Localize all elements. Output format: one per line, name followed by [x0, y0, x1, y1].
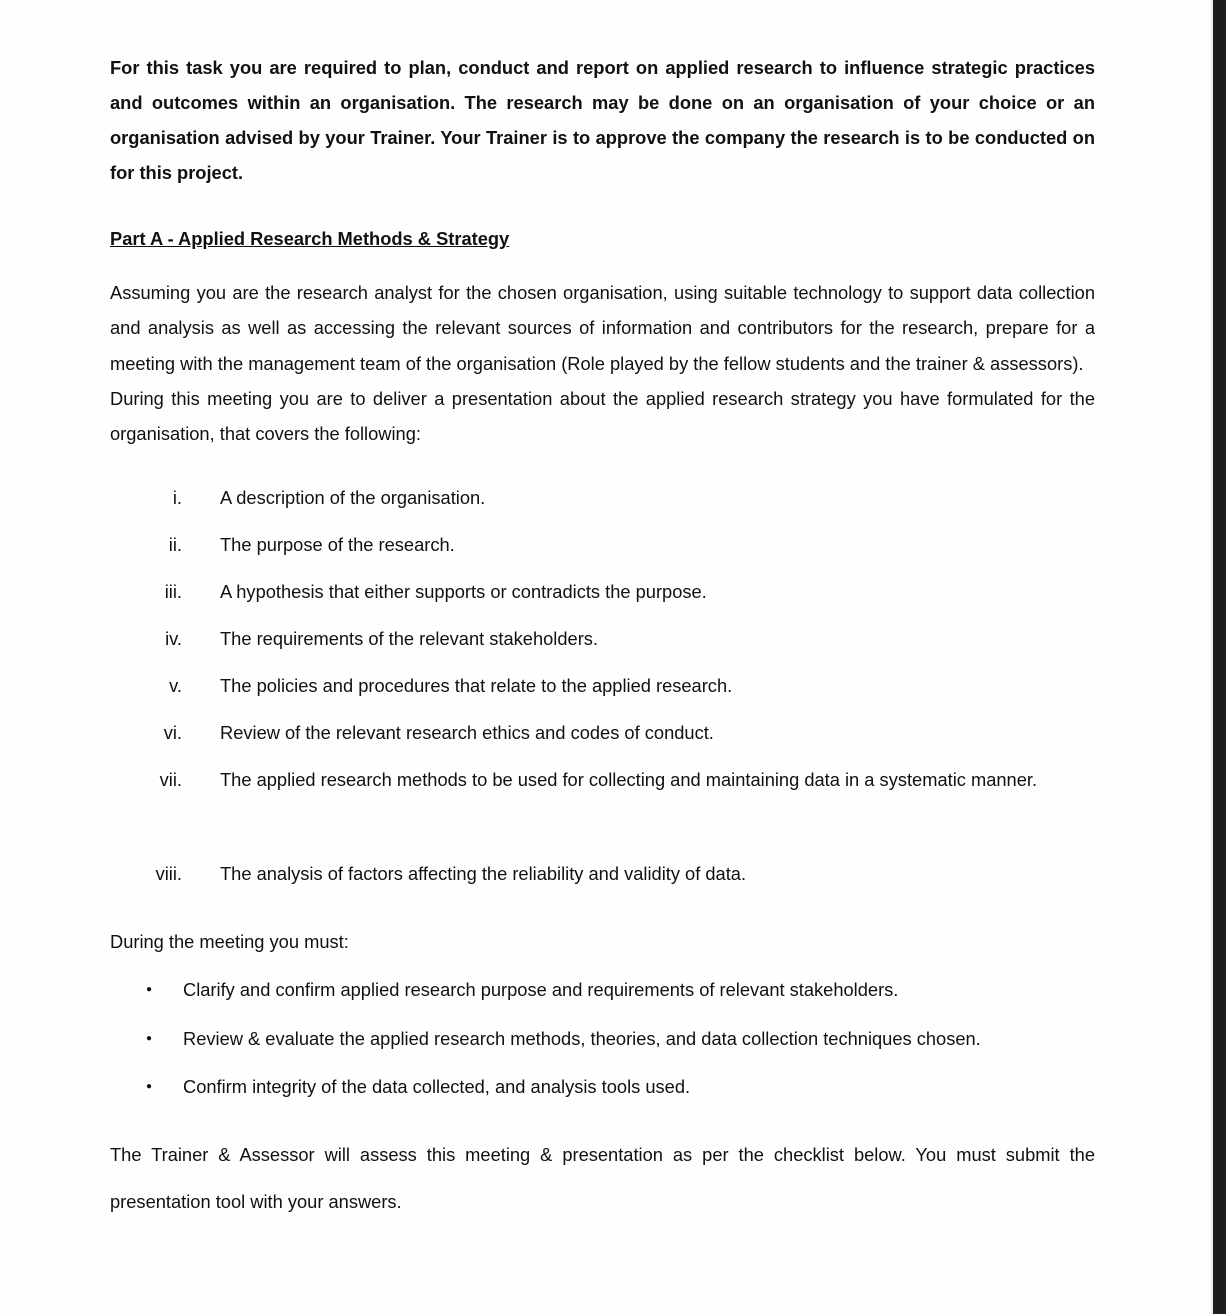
list-number: vi.: [163, 722, 182, 743]
paragraph-2: During this meeting you are to deliver a presentation about the applied research strategy you have formulated for the organisation, that covers the following:: [110, 387, 1095, 445]
bullet-icon: ●: [146, 1033, 153, 1044]
meeting-requirements-intro: During the meeting you must:: [110, 931, 349, 952]
bullet-text: Review & evaluate the applied research methods, theories, and data collection techniques chosen.: [183, 1028, 981, 1049]
bullet-icon: ●: [146, 984, 153, 995]
list-text: The purpose of the research.: [220, 534, 455, 555]
list-text: A hypothesis that either supports or contradicts the purpose.: [220, 581, 707, 602]
list-text: The requirements of the relevant stakeholders.: [220, 628, 599, 649]
scrollbar[interactable]: [1211, 0, 1226, 1314]
list-number: iii.: [164, 581, 182, 602]
part-a-description: [110, 275, 1095, 451]
part-a-heading: Part A - Applied Research Methods & Strategy: [110, 228, 510, 249]
assessment-note: The Trainer & Assessor will assess this meeting & presentation as per the checklist below. You must submit the presentation tool with your answers.: [110, 1144, 1095, 1212]
list-text: The analysis of factors affecting the reliability and validity of data.: [220, 863, 747, 884]
bullet-text: Clarify and confirm applied research purpose and requirements of relevant stakeholders.: [183, 979, 899, 1000]
list-number: i.: [172, 487, 182, 508]
list-text: The applied research methods to be used for collecting and maintaining data in a systematic manner.: [220, 769, 1038, 790]
task-intro: For this task you are required to plan, conduct and report on applied research to influence strategic practices and outcomes within an organisation. The research may be done on an organisation of your choice or an organisation advised by your Trainer. Your Trainer is to approve the company the research is to be conducted on for this project.: [110, 57, 1095, 183]
bullet-icon: ●: [146, 1081, 153, 1092]
list-number: iv.: [165, 628, 182, 649]
list-text: A description of the organisation.: [220, 487, 486, 508]
paragraph-1: Assuming you are the research analyst for the chosen organisation, using suitable technology to support data collection and analysis as well as accessing the relevant sources of information and contributors for the research, prepare for a meeting with the management team of the organisation (Role played by the fellow students and the trainer & assessors).: [110, 282, 1095, 374]
list-number: v.: [169, 675, 182, 696]
list-text: Review of the relevant research ethics and codes of conduct.: [220, 722, 714, 743]
bullet-text: Confirm integrity of the data collected, and analysis tools used.: [183, 1076, 691, 1097]
list-text: The policies and procedures that relate to the applied research.: [220, 675, 733, 696]
list-number: vii.: [159, 769, 182, 790]
list-number: ii.: [168, 534, 182, 555]
list-number: viii.: [155, 863, 182, 884]
